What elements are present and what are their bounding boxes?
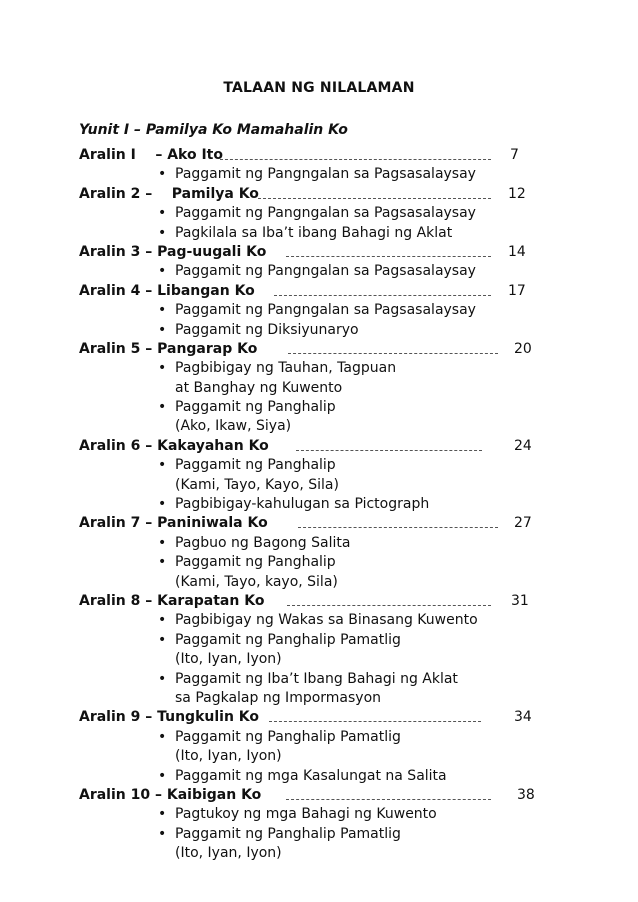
bullet-icon: • [158,224,167,241]
topic-text: at Banghay ng Kuwento [175,379,343,396]
topic-item [0,495,638,514]
dotted-leader [287,605,491,606]
table-of-contents [0,146,638,863]
topic-item-continuation [0,747,638,766]
topic-text: (Ito, Iyan, Iyon) [175,845,282,862]
page-number: 7 [510,147,519,163]
topic-text: Paggamit ng Diksiyunaryo [175,321,359,338]
topic-text: Paggamit ng Iba’t Ibang Bahagi ng Aklat [175,670,458,687]
topic-item [0,301,638,320]
topic-item [0,767,638,786]
topic-text: Pagkilala sa Iba’t ibang Bahagi ng Aklat [175,224,453,241]
topic-item-continuation [0,476,638,495]
bullet-icon: • [158,767,167,784]
lesson-label: Aralin 7 – Paniniwala Ko [79,515,268,532]
topic-text: (Kami, Tayo, kayo, Sila) [175,573,338,590]
bullet-icon: • [158,302,167,319]
topic-item [0,825,638,844]
lesson-row [0,437,638,456]
bullet-icon: • [158,612,167,629]
bullet-icon: • [158,263,167,280]
topic-text: Paggamit ng Pangngalan sa Pagsasalaysay [175,263,476,280]
dotted-leader [286,256,491,257]
topic-text: Paggamit ng Panghalip Pamatlig [175,825,401,842]
lesson-label: Aralin 3 – Pag-uugali Ko [79,243,267,260]
topic-text: Paggamit ng Panghalip [175,554,336,571]
topic-text: Paggamit ng mga Kasalungat na Salita [175,767,447,784]
topic-item [0,224,638,243]
topic-text: (Ito, Iyan, Iyon) [175,748,282,765]
lesson-label: Aralin I – Ako Ito [79,147,223,163]
dotted-leader [298,527,498,528]
topic-item [0,631,638,650]
topic-text: (Ako, Ikaw, Siya) [175,418,292,435]
topic-item [0,398,638,417]
topic-item-continuation [0,417,638,436]
bullet-icon: • [158,806,167,823]
topic-item-continuation [0,650,638,669]
lesson-label: Aralin 6 – Kakayahan Ko [79,437,269,454]
topic-text: Pagbibigay ng Tauhan, Tagpuan [175,360,397,377]
topic-text: (Ito, Iyan, Iyon) [175,651,282,668]
lesson-row [0,282,638,301]
topic-text: (Kami, Tayo, Kayo, Sila) [175,476,339,493]
lesson-row [0,592,638,611]
page-number: 27 [514,515,532,532]
topic-text: Paggamit ng Panghalip [175,399,336,416]
lesson-label: Aralin 10 – Kaibigan Ko [79,786,262,803]
topic-text: Paggamit ng Pangngalan sa Pagsasalaysay [175,205,476,222]
bullet-icon: • [158,728,167,745]
lesson-row [0,514,638,533]
topic-item-continuation [0,844,638,863]
bullet-icon: • [158,825,167,842]
topic-item [0,728,638,747]
page-number: 12 [508,185,526,202]
topic-text: Pagbibigay ng Wakas sa Binasang Kuwento [175,612,478,629]
page-number: 17 [508,282,526,299]
topic-text: Paggamit ng Pangngalan sa Pagsasalaysay [175,166,476,183]
lesson-row [0,146,638,165]
unit-heading: Yunit I – Pamilya Ko Mamahalin Ko [79,122,348,138]
lesson-label: Aralin 8 – Karapatan Ko [79,592,265,609]
bullet-icon: • [158,399,167,416]
topic-item [0,321,638,340]
topic-text: Paggamit ng Panghalip Pamatlig [175,728,401,745]
topic-item [0,670,638,689]
lesson-row [0,185,638,204]
topic-item-continuation [0,379,638,398]
dotted-leader [220,159,491,160]
page-number: 20 [514,340,532,357]
bullet-icon: • [158,631,167,648]
topic-item [0,611,638,630]
topic-item [0,262,638,281]
lesson-label: Aralin 9 – Tungkulin Ko [79,709,260,726]
bullet-icon: • [158,670,167,687]
lesson-label: Aralin 5 – Pangarap Ko [79,340,258,357]
topic-item [0,805,638,824]
bullet-icon: • [158,360,167,377]
bullet-icon: • [158,166,167,183]
lesson-row [0,786,638,805]
bullet-icon: • [158,534,167,551]
topic-text: Pagtukoy ng mga Bahagi ng Kuwento [175,806,437,823]
page-title: TALAAN NG NILALAMAN [223,80,415,96]
lesson-label: Aralin 2 – Pamilya Ko [79,185,259,202]
bullet-icon: • [158,496,167,513]
topic-text: Paggamit ng Panghalip Pamatlig [175,631,401,648]
topic-item [0,553,638,572]
topic-item [0,456,638,475]
lesson-row [0,340,638,359]
topic-item-continuation [0,689,638,708]
lesson-row [0,243,638,262]
topic-item [0,359,638,378]
topic-text: Paggamit ng Panghalip [175,457,336,474]
bullet-icon: • [158,321,167,338]
dotted-leader [286,799,491,800]
lesson-label: Aralin 4 – Libangan Ko [79,282,255,299]
topic-text: sa Pagkalap ng Impormasyon [175,689,382,706]
topic-item-continuation [0,573,638,592]
lesson-row [0,708,638,727]
dotted-leader [274,295,491,296]
page-number: 31 [511,592,529,609]
bullet-icon: • [158,205,167,222]
topic-item [0,165,638,184]
page-number: 24 [514,437,532,454]
bullet-icon: • [158,554,167,571]
topic-text: Paggamit ng Pangngalan sa Pagsasalaysay [175,302,476,319]
topic-item [0,534,638,553]
dotted-leader [296,450,482,451]
dotted-leader [288,353,498,354]
dotted-leader [269,721,481,722]
topic-text: Pagbuo ng Bagong Salita [175,534,351,551]
bullet-icon: • [158,457,167,474]
topic-text: Pagbibigay-kahulugan sa Pictograph [175,496,430,513]
dotted-leader [258,198,491,199]
page-number: 38 [517,786,535,803]
topic-item [0,204,638,223]
page-number: 14 [508,243,526,260]
page-number: 34 [514,709,532,726]
